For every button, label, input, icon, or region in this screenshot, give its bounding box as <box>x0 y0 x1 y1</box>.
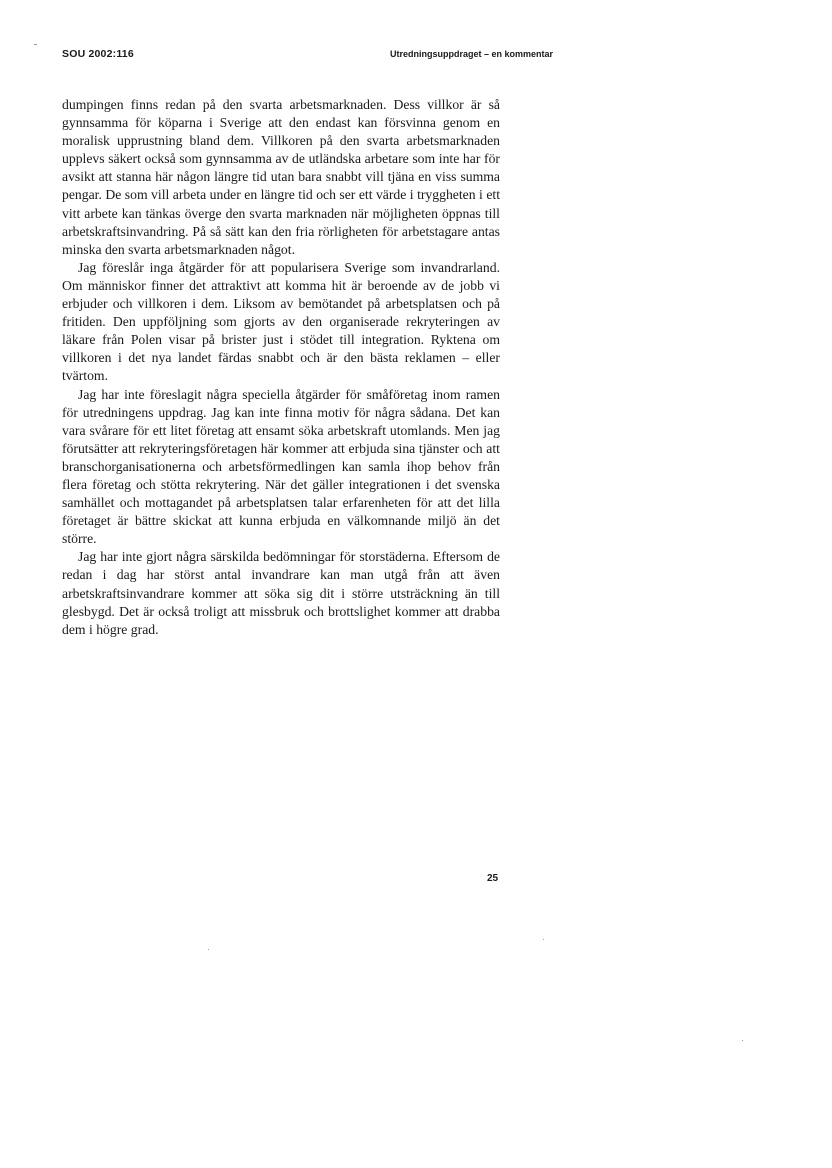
scan-speck <box>208 949 209 950</box>
body-text <box>62 96 500 639</box>
paragraph-1: dumpingen finns redan på den svarta arbetsmarknaden. Dess villkor är så gynnsamma för köparna i Sverige att den endast kan försvinna genom en moralisk upprustning bland dem. Villkoren på den svarta arbetsmarknaden upplevs säkert också som gynnsamma av de utländska arbetare som inte har för avsikt att stanna här någon längre tid utan bara snabbt vill tjäna en viss summa pengar. De som vill arbeta under en längre tid och ser ett värde i tryggheten i ett vitt arbete kan tänkas överge den svarta marknaden när möjligheten öppnas till arbetskraftsinvandring. På så sätt kan den fria rörligheten för arbetstagare antas minska den svarta arbetsmarknaden något. <box>62 97 500 257</box>
page-number: 25 <box>487 873 499 884</box>
paragraph-2: Jag föreslår inga åtgärder för att popularisera Sverige som invandrarland. Om människor finner det attraktivt att komma hit är beroende av de jobb vi erbjuder och villkoren i dem. Liksom av bemötandet på arbetsplatsen och på fritiden. Den uppföljning som gjorts av den organiserade rekryteringen av läkare från Polen visar på brister just i stödet till integration. Ryktena om villkoren i det nya landet färdas snabbt och är den bästa reklamen – eller tvärtom. <box>62 259 500 384</box>
scan-speck <box>543 939 544 940</box>
paragraph-3: Jag har inte föreslagit några speciella åtgärder för småföretag inom ramen för utredningens uppdrag. Jag kan inte finna motiv för några sådana. Det kan vara svårare för ett litet företag att ensamt söka arbetskraft utomlands. Men jag förutsätter att rekryteringsföretagen här kommer att erbjuda sina tjänster och att branschorganisationerna och arbetsförmedlingen kan samla ihop behov från flera företag och stötta rekrytering. När det gäller integrationen i det svenska samhället och mottagandet på arbetsplatsen talar erfarenheten för att det lilla företaget är bättre skickat att kunna erbjuda en välkomnande miljö än det större. <box>62 386 500 547</box>
paragraph-4: Jag har inte gjort några särskilda bedömningar för storstäderna. Eftersom de redan i dag har störst antal invandrare kan man utgå från att även arbetskraftsinvandrare kommer att söka sig dit i större utsträckning än till glesbygd. Det är också troligt att missbruk och brottslighet kommer att drabba dem i högre grad. <box>62 549 500 637</box>
running-header-right: Utredningsuppdraget – en kommentar <box>390 49 554 59</box>
scan-speck <box>742 1040 743 1041</box>
running-header-left: SOU 2002:116 <box>62 48 134 60</box>
scan-speck <box>34 44 37 45</box>
